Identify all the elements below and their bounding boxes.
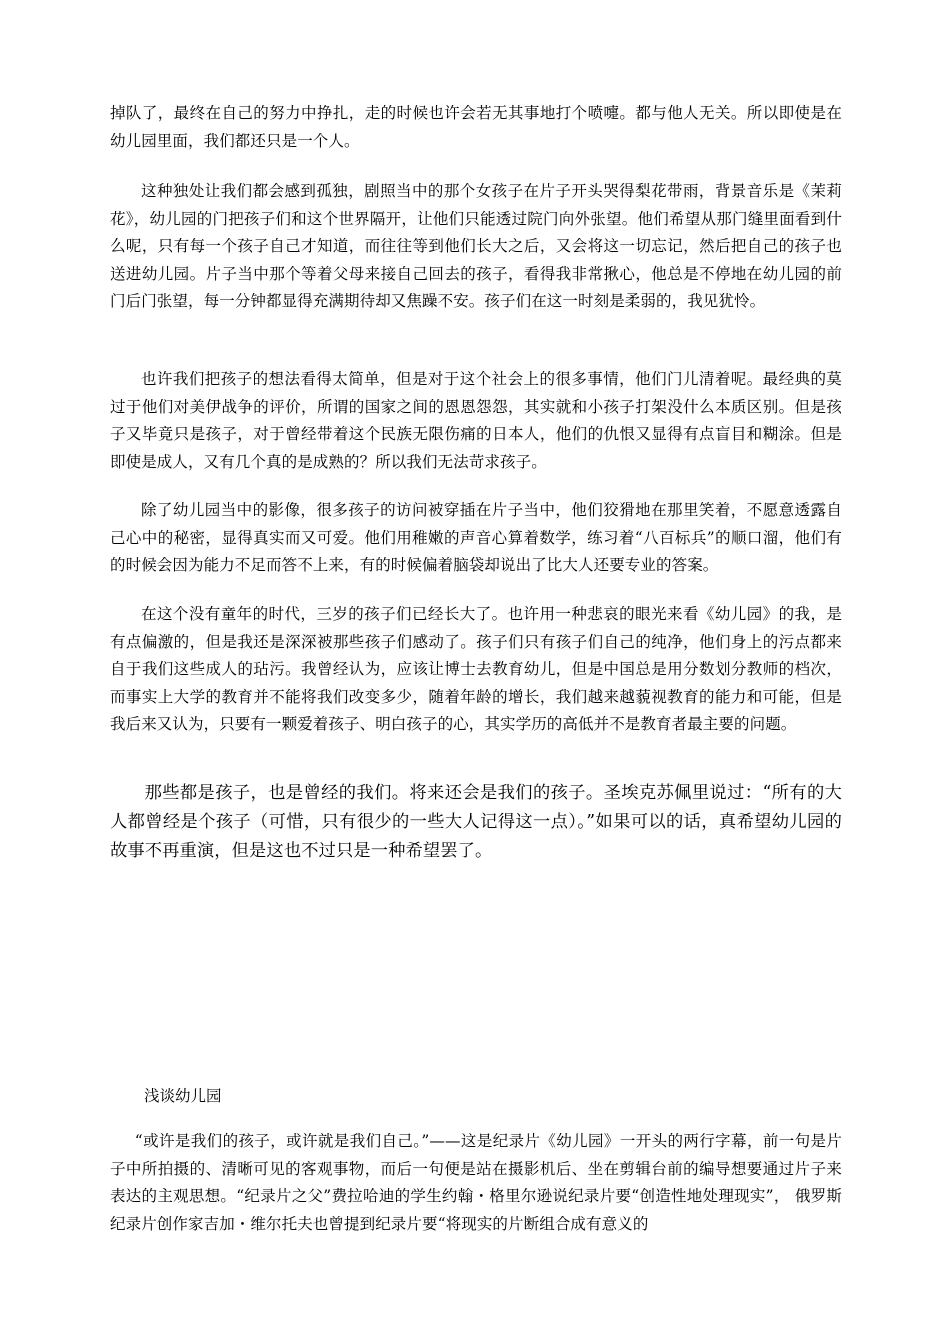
section-heading: 浅谈幼儿园 xyxy=(144,1087,222,1105)
section-paragraph: “或许是我们的孩子，或许就是我们自己。”——这是纪录片《幼儿园》一开头的两行字幕，前一句是片子中所拍摄的、清晰可见的客观事物，而后一句便是站在摄影机后、坐在剪辑台前的编导想要通过片子来表达的主观思想。“纪录片之父”费拉哈迪的学生约翰・格里尔逊说纪录片要“创造性地处理现实”， 俄罗斯纪录片创作家吉加・维尔托夫也曾提到纪录片要“将现实的片断组合成有意义的 xyxy=(110,1132,842,1233)
paragraph-2: 这种独处让我们都会感到孤独，剧照当中的那个女孩子在片子开头哭得梨花带雨，背景音乐是《茉莉花》，幼儿园的门把孩子们和这个世界隔开，让他们只能透过院门向外张望。他们希望从那门缝里面看到什么呢，只有每一个孩子自己才知道，而往往等到他们长大之后，又会将这一切忘记，然后把自己的孩子也送进幼儿园。片子当中那个等着父母来接自己回去的孩子，看得我非常揪心，他总是不停地在幼儿园的前门后门张望，每一分钟都显得充满期待却又焦躁不安。孩子们在这一时刻是柔弱的，我见犹怜。 xyxy=(110,182,842,310)
paragraph-5: 在这个没有童年的时代，三岁的孩子们已经长大了。也许用一种悲哀的眼光来看《幼儿园》的我，是有点偏激的，但是我还是深深被那些孩子们感动了。孩子们只有孩子们自己的纯净，他们身上的污点都来自于我们这些成人的玷污。我曾经认为，应该让博士去教育幼儿，但是中国总是用分数划分教师的档次，而事实上大学的教育并不能将我们改变多少，随着年龄的增长，我们越来越藐视教育的能力和可能，但是我后来又认为，只要有一颗爱着孩子、明白孩子的心，其实学历的高低并不是教育者最主要的问题。 xyxy=(110,605,842,733)
paragraph-3: 也许我们把孩子的想法看得太简单，但是对于这个社会上的很多事情，他们门儿清着呢。最经典的莫过于他们对美伊战争的评价，所谓的国家之间的恩恩怨怨，其实就和小孩子打架没什么本质区别。但是孩子又毕竟只是孩子，对于曾经带着这个民族无限伤痛的日本人，他们的仇恨又显得有点盲目和糊涂。但是即使是成人，又有几个真的是成熟的？所以我们无法苛求孩子。 xyxy=(110,370,842,471)
paragraph-4: 除了幼儿园当中的影像，很多孩子的访问被穿插在片子当中，他们狡猾地在那里笑着，不愿意透露自己心中的秘密，显得真实而又可爱。他们用稚嫩的声音心算着数学，练习着“八百标兵”的顺口溜，他们有的时候会因为能力不足而答不上来，有的时候偏着脑袋却说出了比大人还要专业的答案。 xyxy=(110,501,842,574)
paragraph-6: 那些都是孩子，也是曾经的我们。将来还会是我们的孩子。圣埃克苏佩里说过：“所有的大人都曾经是个孩子（可惜，只有很少的一些大人记得这一点）。”如果可以的话，真希望幼儿园的故事不再重演，但是这也不过只是一种希望罢了。 xyxy=(110,783,842,861)
paragraph-1: 掉队了，最终在自己的努力中挣扎，走的时候也许会若无其事地打个喷嚏。都与他人无关。所以即使是在幼儿园里面，我们都还只是一个人。 xyxy=(110,104,842,150)
